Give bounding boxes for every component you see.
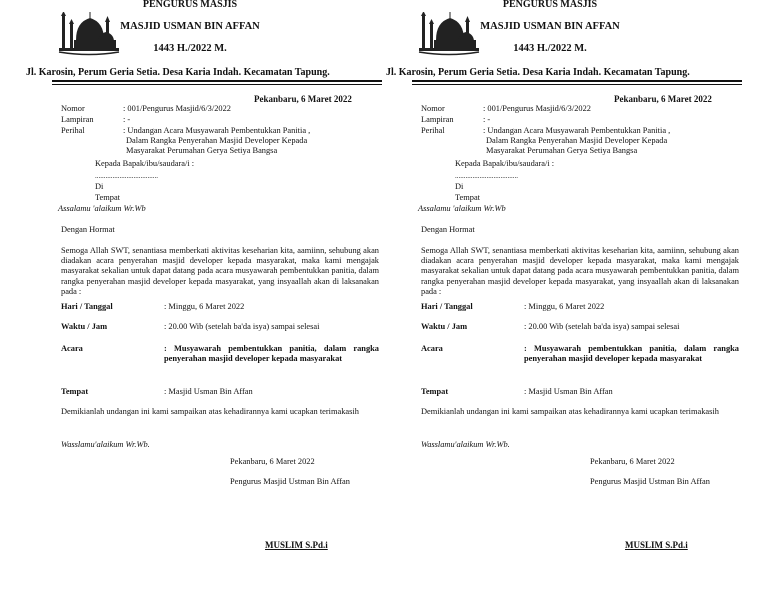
closing-paragraph: Demikianlah undangan ini kami sampaikan atas kehadirannya kami ucapkan terimakasih — [61, 407, 359, 416]
letter-date: Pekanbaru, 6 Maret 2022 — [614, 94, 712, 104]
nomor-value: : 001/Pengurus Masjid/6/3/2022 — [123, 104, 231, 113]
address-line: Jl. Karosin, Perum Geria Setia. Desa Karia Indah. Kecamatan Tapung. — [386, 67, 690, 78]
perihal-label: Perihal — [421, 126, 445, 135]
body-paragraph: Semoga Allah SWT, senantiasa memberkati aktivitas keseharian kita, aamiinn, sehubung akan diadakan acara penyerahan masjid developer kepada masyarakat, maka kami mengajak masyarakat sekalian untuk dapat datang pada acara musyawarah pembentukkan panitia, dalam rangka penyerahan masjid developer kepada masyarakat, yang insyaallah akan di laksanakan pada : — [61, 246, 379, 296]
org-heading: PENGURUS MASJIS — [502, 0, 598, 10]
nomor-label: Nomor — [61, 104, 85, 113]
signatory-name: MUSLIM S.Pd.i — [625, 540, 688, 550]
recipient-dots: .................................... — [95, 172, 158, 180]
place-label: Tempat — [421, 387, 449, 396]
body-paragraph: Semoga Allah SWT, senantiasa memberkati aktivitas keseharian kita, aamiinn, sehubung akan diadakan acara penyerahan masjid developer kepada masyarakat, maka kami mengajak masyarakat sekalian untuk dapat datang pada acara musyawarah pembentukkan panitia, dalam rangka penyerahan masjid developer kepada masyarakat, yang insyaallah akan di laksanakan pada : — [421, 246, 739, 296]
year-heading: 1443 H./2022 M. — [513, 43, 587, 54]
letter-date: Pekanbaru, 6 Maret 2022 — [254, 94, 352, 104]
recipient-line: Kepada Bapak/ibu/saudara/i : — [95, 159, 195, 168]
sign-title: Pengurus Masjid Ustman Bin Affan — [590, 477, 710, 486]
mosque-heading: MASJID USMAN BIN AFFAN — [480, 21, 620, 32]
time-label: Waktu / Jam — [421, 322, 468, 331]
perihal-line: Dalam Rangka Penyerahan Masjid Developer Kepada — [126, 136, 308, 145]
place-value: : Masjid Usman Bin Affan — [164, 387, 253, 396]
sign-title: Pengurus Masjid Ustman Bin Affan — [230, 477, 350, 486]
nomor-value: : 001/Pengurus Masjid/6/3/2022 — [483, 104, 591, 113]
year-heading: 1443 H./2022 M. — [153, 43, 227, 54]
lampiran-label: Lampiran — [61, 115, 94, 124]
event-value: : Musyawarah pembentukkan panitia, dalam rangka penyerahan masjid developer kepada masyarakat — [164, 344, 379, 364]
mosque-heading: MASJID USMAN BIN AFFAN — [120, 21, 260, 32]
header-rule — [412, 80, 742, 82]
place-value: : Masjid Usman Bin Affan — [524, 387, 613, 396]
address-line: Jl. Karosin, Perum Geria Setia. Desa Karia Indah. Kecamatan Tapung. — [26, 67, 330, 78]
sign-date: Pekanbaru, 6 Maret 2022 — [230, 457, 315, 466]
letter-right — [360, 0, 744, 594]
time-value: : 20.00 Wib (setelah ba'da isya) sampai selesai — [524, 322, 680, 331]
closing-paragraph: Demikianlah undangan ini kami sampaikan atas kehadirannya kami ucapkan terimakasih — [421, 407, 719, 416]
event-value: : Musyawarah pembentukkan panitia, dalam rangka penyerahan masjid developer kepada masyarakat — [524, 344, 739, 364]
perihal-line: Dalam Rangka Penyerahan Masjid Developer Kepada — [486, 136, 668, 145]
event-label: Acara — [421, 344, 443, 353]
day-label: Hari / Tanggal — [421, 302, 473, 311]
recipient-tempat: Tempat — [95, 193, 120, 202]
day-value: : Minggu, 6 Maret 2022 — [524, 302, 605, 311]
lampiran-value: : - — [483, 115, 491, 124]
respect-line: Dengan Hormat — [421, 225, 475, 234]
perihal-line: Masyarakat Perumahan Gerya Setiya Bangsa — [486, 146, 638, 155]
nomor-label: Nomor — [421, 104, 445, 113]
header-rule-thin — [412, 84, 742, 85]
lampiran-value: : - — [123, 115, 131, 124]
perihal-line: : Undangan Acara Musyawarah Pembentukkan Panitia , — [123, 126, 311, 135]
lampiran-label: Lampiran — [421, 115, 454, 124]
perihal-line: Masyarakat Perumahan Gerya Setiya Bangsa — [126, 146, 278, 155]
header-rule-thin — [52, 84, 382, 85]
day-value: : Minggu, 6 Maret 2022 — [164, 302, 245, 311]
closing-salam: Wasslamu'alaikum Wr.Wb. — [61, 440, 150, 449]
recipient-line: Kepada Bapak/ibu/saudara/i : — [455, 159, 555, 168]
time-value: : 20.00 Wib (setelah ba'da isya) sampai selesai — [164, 322, 320, 331]
closing-salam: Wasslamu'alaikum Wr.Wb. — [421, 440, 510, 449]
sign-date: Pekanbaru, 6 Maret 2022 — [590, 457, 675, 466]
perihal-label: Perihal — [61, 126, 85, 135]
recipient-tempat: Tempat — [455, 193, 480, 202]
greeting: Assalamu 'alaikum Wr.Wb — [58, 204, 146, 213]
header-rule — [52, 80, 382, 82]
recipient-dots: .................................... — [455, 172, 518, 180]
org-heading: PENGURUS MASJIS — [142, 0, 238, 10]
place-label: Tempat — [61, 387, 89, 396]
event-label: Acara — [61, 344, 83, 353]
greeting: Assalamu 'alaikum Wr.Wb — [418, 204, 506, 213]
time-label: Waktu / Jam — [61, 322, 108, 331]
perihal-line: : Undangan Acara Musyawarah Pembentukkan Panitia , — [483, 126, 671, 135]
respect-line: Dengan Hormat — [61, 225, 115, 234]
recipient-di: Di — [455, 182, 464, 191]
day-label: Hari / Tanggal — [61, 302, 113, 311]
signatory-name: MUSLIM S.Pd.i — [265, 540, 328, 550]
recipient-di: Di — [95, 182, 104, 191]
